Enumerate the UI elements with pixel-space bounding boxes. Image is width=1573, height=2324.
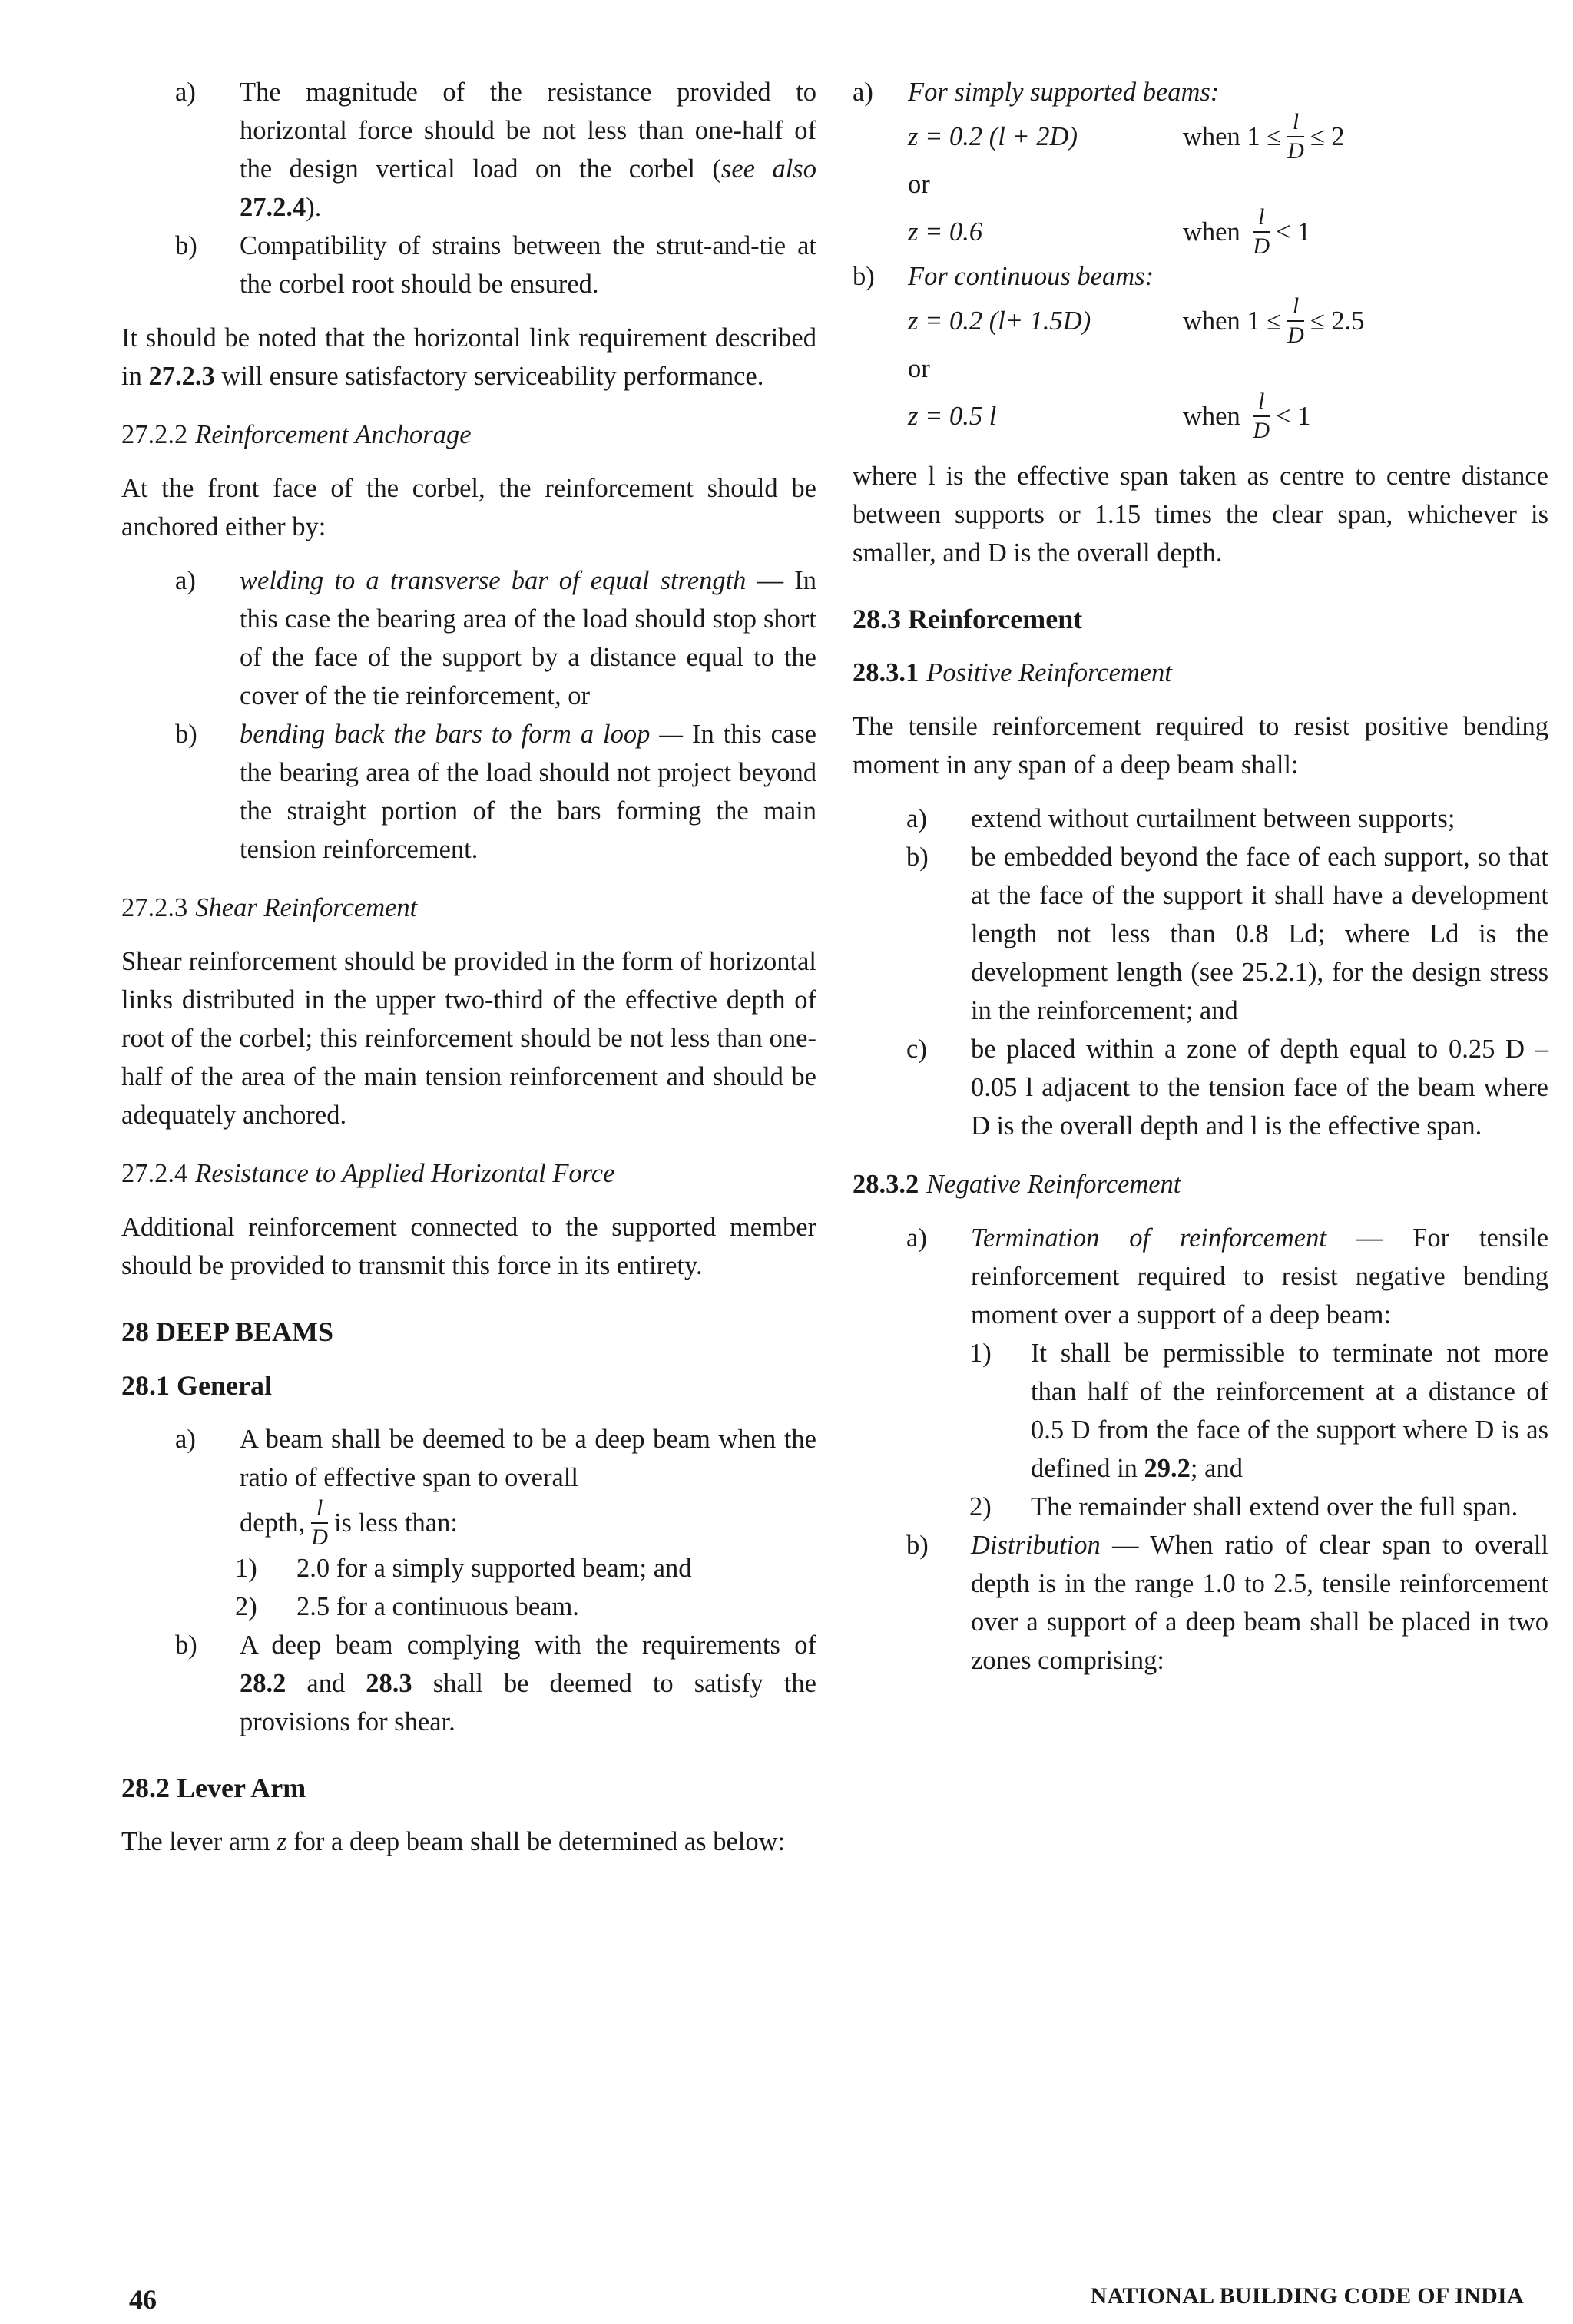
list-label: 2) (969, 1492, 992, 1521)
list-label: b) (175, 231, 197, 260)
general-subitem-1 (235, 1549, 816, 1587)
list-text: 2.5 for a continuous beam. (296, 1592, 579, 1621)
formula-simply-supported-1: z = 0.2 (l + 2D) when 1 ≤ $\frac{l}{D}$ ≤ 2 (908, 109, 1345, 164)
formula-lhs: z = 0.5 l (908, 401, 997, 431)
or-text: or (908, 170, 930, 199)
list-label: a) (175, 78, 196, 107)
right-column (853, 73, 1548, 1680)
subsection-heading-27-2-3: 27.2.3 Shear Reinforcement (121, 893, 418, 922)
shear-reinforcement-text: Shear reinforcement should be provided in the form of horizontal links distributed in the upper two-third of the effective depth of root of the corbel; this reinforcement should be not less than one-half of the area of the main tension reinforcement and should be adequately anchored. (121, 947, 816, 1130)
section-ref: 28.2 (240, 1669, 286, 1698)
section-heading-28-1: 28.1 General (121, 1370, 272, 1401)
subsection-heading-27-2-4: 27.2.4 Resistance to Applied Horizontal Force (121, 1159, 615, 1188)
corbel-item-b (175, 227, 816, 303)
l-over-d-fraction: $\frac{l}{D}$ (311, 1495, 328, 1550)
item-lead: Distribution (971, 1531, 1101, 1560)
negative-subitem-2 (969, 1488, 1548, 1526)
page-number: 46 (129, 2284, 157, 2315)
running-footer-title: NATIONAL BUILDING CODE OF INDIA (1090, 2283, 1524, 2309)
formula-lhs: z = 0.6 (908, 217, 983, 247)
list-label: b) (853, 262, 875, 291)
general-subitem-2 (235, 1587, 816, 1626)
case-title: For simply supported beams: (908, 78, 1220, 107)
list-text: be placed within a zone of depth equal to 0.25 D – 0.05 l adjacent to the tension face of the beam where D is the overall depth and l is the effective span. (971, 1035, 1548, 1140)
list-label: a) (175, 1425, 196, 1454)
item-lead: bending back the bars to form a loop — (240, 720, 684, 749)
positive-item-a (906, 799, 1548, 838)
list-label: a) (906, 804, 927, 833)
horizontal-force-text: Additional reinforcement connected to the supported member should be provided to transmit this force in its entirety. (121, 1213, 816, 1280)
anchorage-item-a (175, 561, 816, 715)
l-over-d-fraction: $\frac{l}{D}$ (1287, 109, 1304, 164)
where-definition: where l is the effective span taken as centre to centre distance between supports or 1.15 times the clear span, whichever is smaller, and D is the overall depth. (853, 462, 1548, 568)
negative-subitem-1: 1) It shall be permissible to terminate not more than half of the reinforcement at a distance of 0.5 D from the face of the support where D is as defined in 29.2; and (969, 1334, 1548, 1488)
formula-lhs: z = 0.2 (l + 2D) (908, 121, 1078, 151)
lever-arm-case-b (853, 257, 1548, 296)
list-text: In this case the bearing area of the load should not project beyond the straight portion of the bars forming the main tension reinforcement. (240, 720, 816, 864)
corbel-item-a: a) The magnitude of the resistance provided to horizontal force should be not less than one-half of the design vertical load on the corbel (see also 27.2.4). (175, 73, 816, 227)
case-title: For continuous beams: (908, 262, 1154, 291)
l-over-d-fraction: $\frac{l}{D}$ (1253, 389, 1270, 443)
list-label: b) (906, 1531, 929, 1560)
formula-lhs: z = 0.2 (l+ 1.5D) (908, 306, 1091, 336)
formula-continuous-1: z = 0.2 (l+ 1.5D) when 1 ≤ $\frac{l}{D}$ ≤ 2.5 (908, 293, 1365, 348)
negative-item-b (906, 1526, 1548, 1680)
list-label: 2) (235, 1592, 257, 1621)
positive-item-b (906, 838, 1548, 1030)
section-ref: 28.3 (366, 1669, 412, 1698)
subsection-heading-27-2-2: 27.2.2 Reinforcement Anchorage (121, 420, 472, 449)
or-text: or (908, 354, 930, 383)
list-label: b) (906, 843, 929, 872)
positive-item-c (906, 1030, 1548, 1145)
section-heading-28-3: 28.3 Reinforcement (853, 604, 1083, 634)
anchorage-intro: At the front face of the corbel, the reinforcement should be anchored either by: (121, 474, 816, 541)
list-text: 2.0 for a simply supported beam; and (296, 1554, 692, 1583)
positive-reinforcement-intro: The tensile reinforcement required to resist positive bending moment in any span of a deep beam shall: (853, 712, 1548, 780)
general-item-b: b) A deep beam complying with the requirements of 28.2 and 28.3 shall be deemed to satisfy the provisions for shear. (175, 1626, 816, 1741)
list-text: A beam shall be deemed to be a deep beam when the ratio of effective span to overall (240, 1425, 816, 1492)
subsection-heading-28-3-1: 28.3.1 Positive Reinforcement (853, 658, 1172, 687)
list-text: be embedded beyond the face of each support, so that at the face of the support it shall have a development length not less than 0.8 Ld; where Ld is the development length (see 25.2.1), for the design stress in the reinforcement; and (971, 843, 1548, 1025)
list-text: Compatibility of strains between the strut-and-tie at the corbel root should be ensured. (240, 231, 816, 299)
list-text: The magnitude of the resistance provided to horizontal force should be not less than one-half of the design vertical load on the corbel (240, 78, 816, 184)
section-heading-28-2: 28.2 Lever Arm (121, 1773, 306, 1803)
list-label: c) (906, 1035, 927, 1064)
section-ref: 29.2 (1144, 1454, 1191, 1483)
l-over-d-fraction: $\frac{l}{D}$ (1287, 293, 1304, 348)
section-ref: 27.2.4 (240, 193, 306, 222)
list-label: a) (853, 78, 873, 107)
list-label: 1) (969, 1339, 992, 1368)
list-label: a) (175, 566, 196, 595)
depth-ratio-line: depth, $\frac{l}{D}$ is less than: (240, 1495, 458, 1550)
general-item-a (175, 1420, 816, 1549)
section-heading-28: 28 DEEP BEAMS (121, 1316, 334, 1347)
lever-arm-case-a (853, 73, 1548, 111)
formula-continuous-2: z = 0.5 l when $\frac{l}{D}$ < 1 (908, 389, 1311, 443)
list-label: b) (175, 720, 197, 749)
item-lead: welding to a transverse bar of equal strength (240, 566, 747, 595)
anchorage-item-b (175, 715, 816, 869)
section-ref: 27.2.3 (148, 362, 215, 391)
list-text: It shall be permissible to terminate not more than half of the reinforcement at a distance of 0.5 D from the face of the support where D is as defined in (1031, 1339, 1548, 1483)
formula-simply-supported-2: z = 0.6 when $\frac{l}{D}$ < 1 (908, 204, 1311, 259)
list-text: — In this case the bearing area of the load should stop short of the face of the support by a distance equal to the cover of the tie reinforcement, or (240, 566, 816, 710)
l-over-d-fraction: $\frac{l}{D}$ (1253, 204, 1270, 259)
lever-arm-text: The lever arm z for a deep beam shall be determined as below: (121, 1827, 786, 1856)
subsection-heading-28-3-2: 28.3.2 Negative Reinforcement (853, 1170, 1181, 1199)
left-column (121, 73, 816, 1861)
negative-item-a (906, 1219, 1548, 1334)
see-also-text: see also (720, 154, 816, 184)
item-lead: Termination of reinforcement (971, 1223, 1326, 1253)
list-label: a) (906, 1223, 927, 1253)
note-paragraph: It should be noted that the horizontal link requirement described in 27.2.3 will ensure satisfactory serviceability performance. (121, 323, 816, 391)
list-label: b) (175, 1630, 197, 1660)
list-text: extend without curtailment between supports; (971, 804, 1455, 833)
list-text: — For tensile reinforcement required to resist negative bending moment over a support of a deep beam: (971, 1223, 1549, 1329)
list-label: 1) (235, 1554, 257, 1583)
list-text: The remainder shall extend over the full span. (1031, 1492, 1518, 1521)
list-text: — When ratio of clear span to overall depth is in the range 1.0 to 2.5, tensile reinforcement over a support of a deep beam shall be placed in two zones comprising: (971, 1531, 1548, 1675)
